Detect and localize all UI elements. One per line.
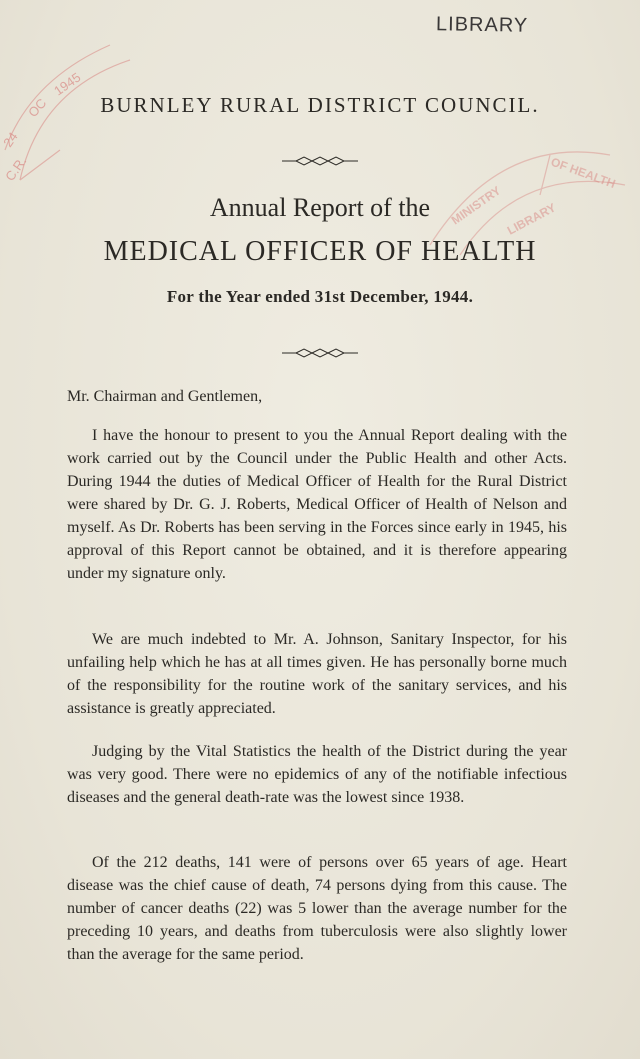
library-stamp: LIBRARY xyxy=(435,13,529,37)
body-paragraph: I have the honour to present to you the Annual Report dealing with the work carried out by the Council under the Public Health and other Acts. During 1944 the duties of Medical Officer of Health for the Rural District were shared by Dr. G. J. Roberts, Medical Officer of Health of Nelson and myself. As Dr. Roberts has been serving in the Forces since early in 1945, his approval of this Report cannot be obtained, and it is therefore appearing under my signature only. xyxy=(67,427,567,582)
svg-text:OC: OC xyxy=(25,95,50,121)
salutation: Mr. Chairman and Gentlemen, xyxy=(67,388,263,405)
svg-text:OF HEALTH: OF HEALTH xyxy=(548,154,618,192)
svg-text:MINISTRY: MINISTRY xyxy=(448,183,504,228)
report-title-line1: Annual Report of the xyxy=(209,193,431,222)
svg-text:24: 24 xyxy=(0,129,21,150)
svg-text:1945: 1945 xyxy=(51,69,84,99)
ornament-divider xyxy=(0,153,640,163)
council-heading: BURNLEY RURAL DISTRICT COUNCIL. xyxy=(100,93,540,117)
body-paragraph: We are much indebted to Mr. A. Johnson, Sanitary Inspector, for his unfailing help which he has at all times given. He has personally borne much of the responsibility for the routine work of the sanitary services, and his assistance is greatly appreciated. xyxy=(67,631,567,717)
report-year-subtitle: For the Year ended 31st December, 1944. xyxy=(166,287,474,306)
svg-text:LIBRARY: LIBRARY xyxy=(504,200,559,238)
report-title-line2: MEDICAL OFFICER OF HEALTH xyxy=(103,236,537,267)
body-paragraph: Judging by the Vital Statistics the health of the District during the year was very good. There were no epidemics of any of the notifiable infectious diseases and the general death-rate was the lowest since 1938. xyxy=(67,743,567,806)
svg-text:C.R.: C.R. xyxy=(2,153,30,184)
body-paragraph: Of the 212 deaths, 141 were of persons over 65 years of age. Heart disease was the chief cause of death, 74 persons dying from this cause. The number of cancer deaths (22) was 5 lower than the average number for the preceding 10 years, and deaths from tuberculosis were also slightly lower than the average for the same period. xyxy=(67,854,567,963)
ornament-divider xyxy=(0,345,640,355)
